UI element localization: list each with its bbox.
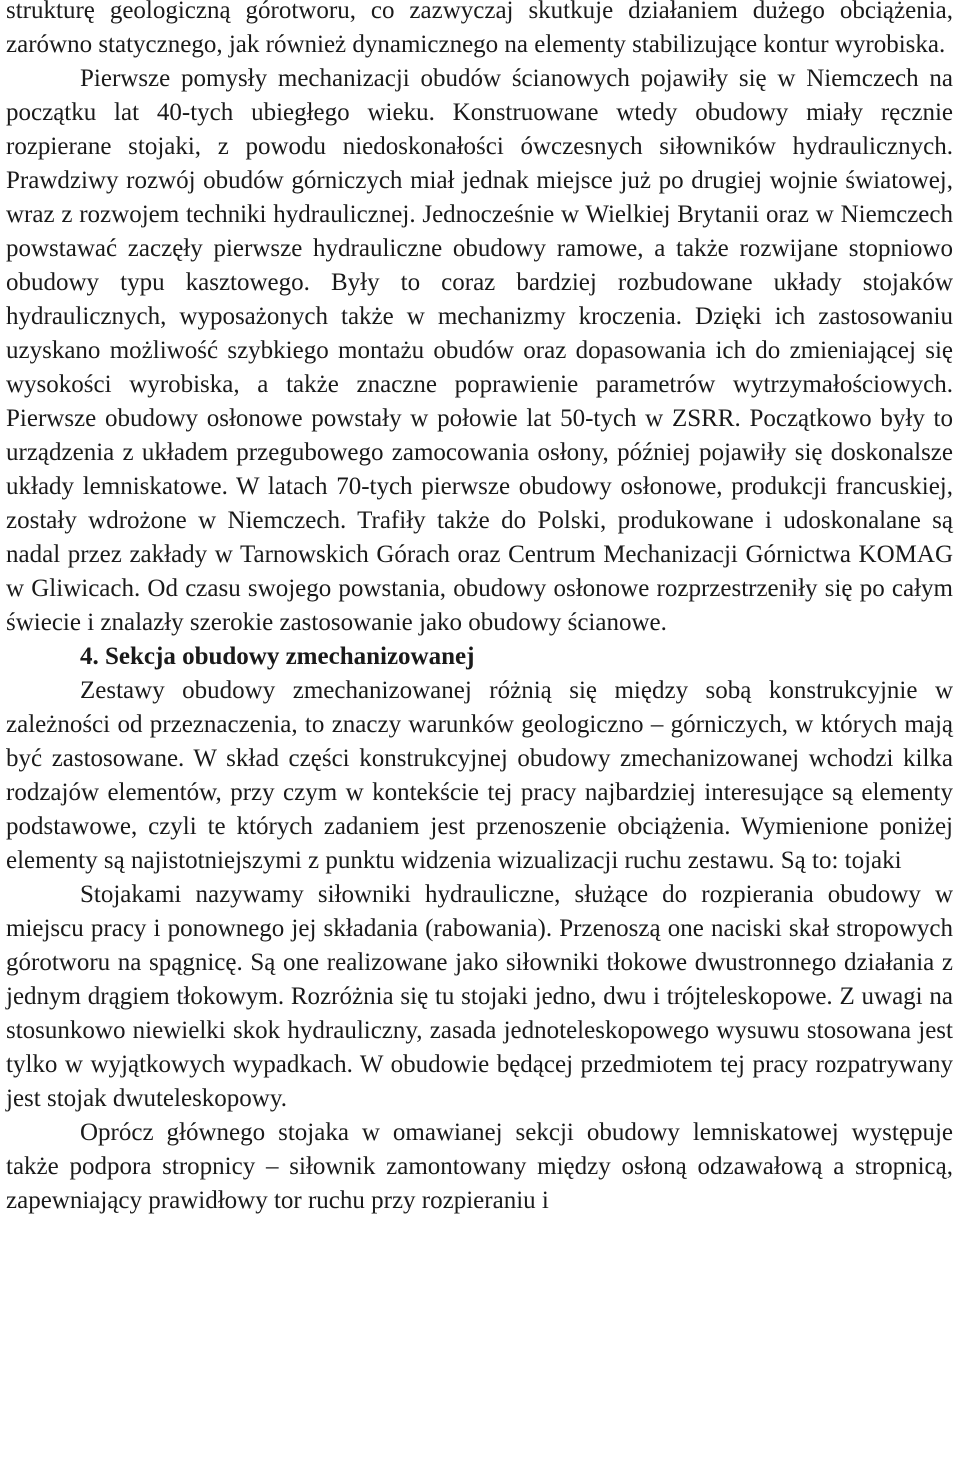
document-body — [6, 0, 953, 1218]
section-heading: 4. Sekcja obudowy zmechanizowanej — [80, 643, 475, 670]
paragraph-podpora: Oprócz głównego stojaka w omawianej sekcji obudowy lemniskatowej występuje także podpora stropnicy – siłownik zamontowany między osłoną odzawałową a stropnicą, zapewniający prawidłowy tor ruchu przy rozpieraniu i — [6, 1119, 953, 1214]
paragraph-stojaki: Stojakami nazywamy siłowniki hydrauliczne, służące do rozpierania obudowy w miejscu pracy i ponownego jej składania (rabowania). Przenoszą one naciski skał stropowych górotworu na spągnicę. Są one realizowane jako siłowniki tłokowe dwustronnego działania z jednym drągiem tłokowym. Rozróżnia się tu stojaki jedno, dwu i trójteleskopowe. Z uwagi na stosunkowo niewielki skok hydrauliczny, zasada jednoteleskopowego wysuwu stosowana jest tylko w wyjątkowych wypadkach. W obudowie będącej przedmiotem tej pracy rozpatrywany jest stojak dwuteleskopowy. — [6, 881, 953, 1112]
paragraph-intro-continuation: strukturę geologiczną górotworu, co zazwyczaj skutkuje działaniem dużego obciążenia, zarówno statycznego, jak również dynamicznego na elementy stabilizujące kontur wyrobiska. — [6, 0, 953, 58]
paragraph-history: Pierwsze pomysły mechanizacji obudów ścianowych pojawiły się w Niemczech na początku lat 40-tych ubiegłego wieku. Konstruowane wtedy obudowy miały ręcznie rozpierane stojaki, z powodu niedoskonałości ówczesnych siłowników hydraulicznych. Prawdziwy rozwój obudów górniczych miał jednak miejsce już po drugiej wojnie światowej, wraz z rozwojem techniki hydraulicznej. Jednocześnie w Wielkiej Brytanii oraz w Niemczech powstawać zaczęły pierwsze hydrauliczne obudowy ramowe, a także rozwijane stopniowo obudowy typu kasztowego. Były to coraz bardziej rozbudowane układy stojaków hydraulicznych, wyposażonych także w mechanizmy kroczenia. Dzięki ich zastosowaniu uzyskano możliwość szybkiego montażu obudów oraz dopasowania ich do zmieniającej się wysokości wyrobiska, a także znaczne poprawienie parametrów wytrzymałościowych. Pierwsze obudowy osłonowe powstały w połowie lat 50-tych w ZSRR. Początkowo były to urządzenia z układem przegubowego zamocowania osłony, później pojawiły się doskonalsze układy lemniskatowe. W latach 70-tych pierwsze obudowy osłonowe, produkcji francuskiej, zostały wdrożone w Niemczech. Trafiły także do Polski, produkowane i udoskonalane są nadal przez zakłady w Tarnowskich Górach oraz Centrum Mechanizacji Górnictwa KOMAG w Gliwicach. Od czasu swojego powstania, obudowy osłonowe rozprzestrzeniły się po całym świecie i znalazły szerokie zastosowanie jako obudowy ścianowe. — [6, 65, 953, 636]
paragraph-section-intro: Zestawy obudowy zmechanizowanej różnią się między sobą konstrukcyjnie w zależności od przeznaczenia, to znaczy warunków geologiczno – górniczych, w których mają być zastosowane. W skład części konstrukcyjnej obudowy zmechanizowanej wchodzi kilka rodzajów elementów, przy czym w kontekście tej pracy najbardziej interesujące są elementy podstawowe, czyli te których zadaniem jest przenoszenie obciążenia. Wymienione poniżej elementy są najistotniejszymi z punktu widzenia wizualizacji ruchu zestawu. Są to: tojaki — [6, 677, 953, 874]
